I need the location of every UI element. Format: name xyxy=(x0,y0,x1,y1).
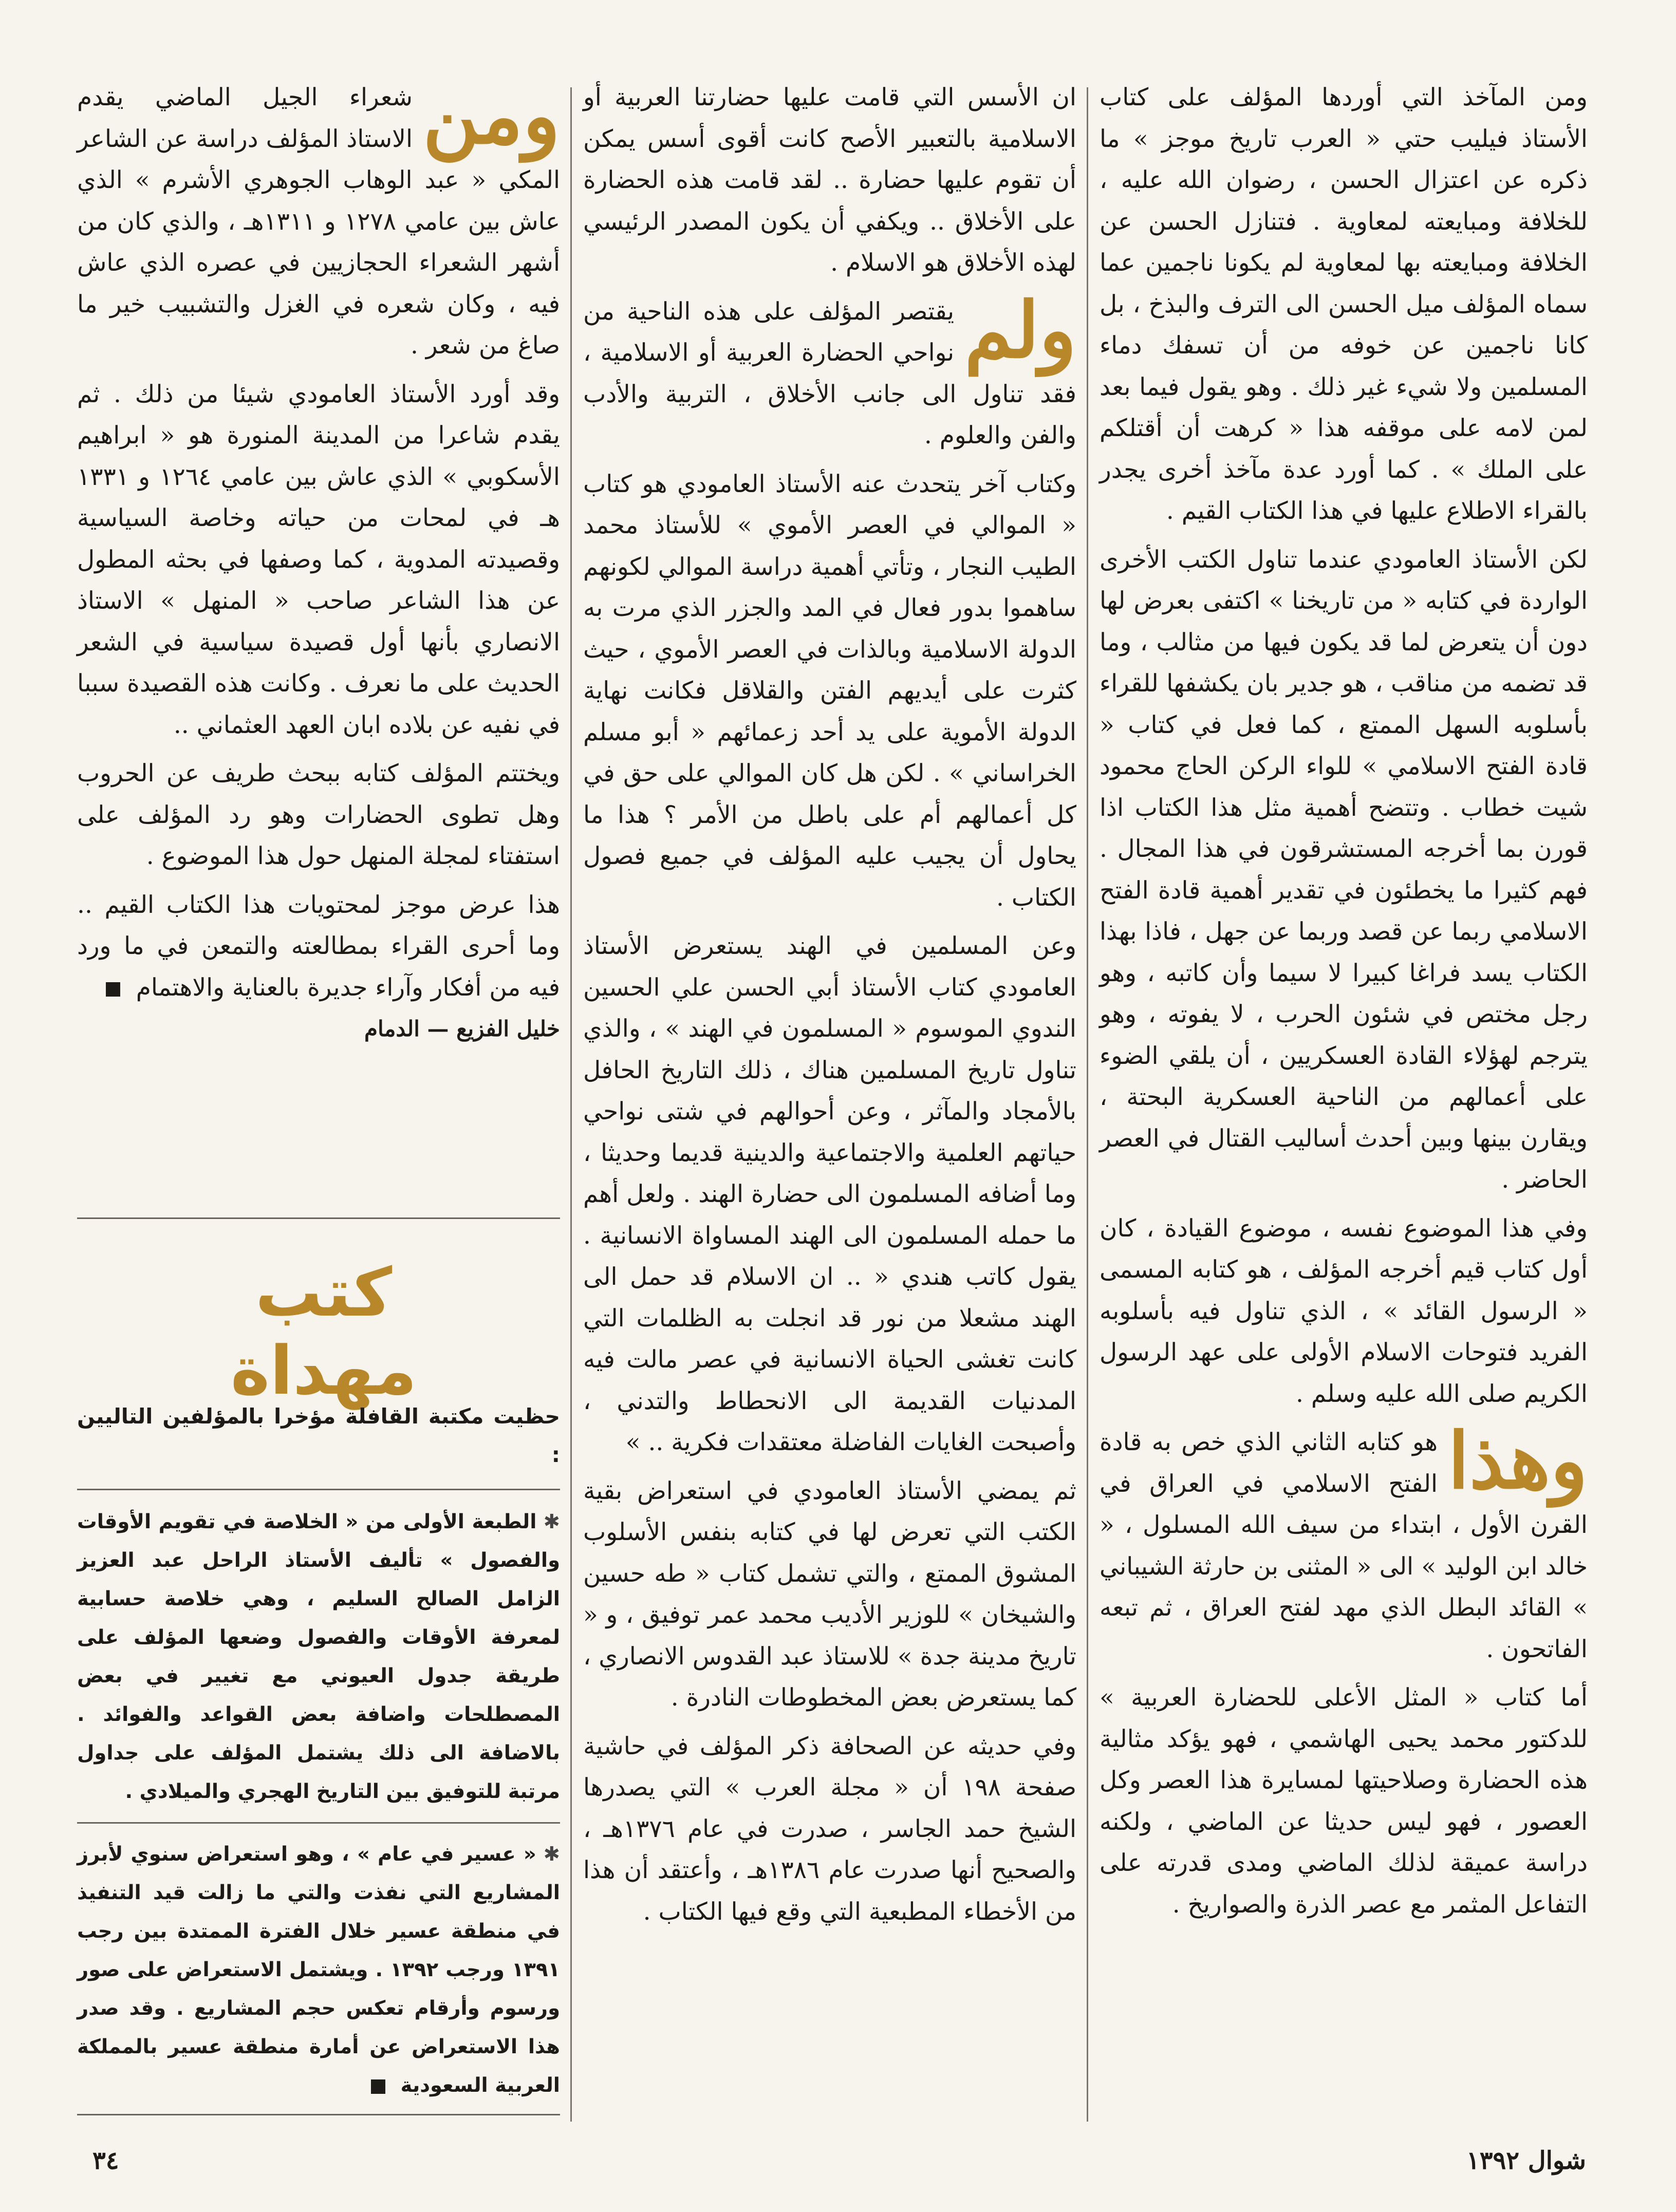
paragraph: وكتاب آخر يتحدث عنه الأستاذ العامودي هو كتاب « الموالي في العصر الأموي » للأستاذ محمد الطيب النجار ، وتأتي أهمية دراسة الموالي لكونهم ساهموا بدور فعال في المد والجزر الذي مرت به الدولة الاسلامية وبالذات في العصر الأموي ، حيث كثرت على أيديهم الفتن والقلاقل فكانت نهاية الدولة الأموية على يد أحد زعمائهم « أبو مسلم الخراساني » . لكن هل كان الموالي على حق في كل أعمالهم أم على باطل من الأمر ؟ هذا ما يحاول أن يجيب عليه المؤلف في جميع فصول الكتاب . xyxy=(583,470,1076,912)
paragraph-text: يقتصر المؤلف على هذه الناحية من نواحي الحضارة العربية أو الاسلامية ، فقد تناول الى جانب الأخلاق ، التربية والأدب والفن والعلوم . xyxy=(583,297,1076,449)
section-divider xyxy=(77,1217,560,1219)
paragraph xyxy=(77,71,561,367)
paragraph-text: شعراء الجيل الماضي يقدم الاستاذ المؤلف دراسة عن الشاعر المكي « عبد الوهاب الجوهري الأشرم » الذي عاش بين عامي ١٢٧٨ و ١٣١١هـ ، والذي كان من أشهر الشعراء الحجازيين في عصره الذي عاش فيه ، وكان شعره في الغزل والتشبيب خير ما صاغ من شعر . xyxy=(77,83,561,360)
left-column xyxy=(77,71,561,1050)
paragraph: ومن المآخذ التي أوردها المؤلف على كتاب الأستاذ فيليب حتي « العرب تاريخ موجز » ما ذكره عن اعتزال الحسن ، رضوان الله عليه ، للخلافة ومبايعته لمعاوية . فتنازل الحسن عن الخلافة ومبايعته بها لمعاوية لم يكونا ناجمين عما سماه المؤلف ميل الحسن الى الترف والبذخ ، بل كانا ناجمين عن خوفه من أن تسفك دماء المسلمين ولا شيء غير ذلك . وهو يقول فيما بعد لمن لامه على موقفه هذا « كرهت أن أقتلكم على الملك » . كما أورد عدة مآخذ أخرى يجدر بالقراء الاطلاع عليها في هذا الكتاب القيم . xyxy=(1100,83,1588,525)
issue-date: شوال ١٣٩٢ xyxy=(1466,2146,1586,2175)
end-mark-icon xyxy=(106,982,120,997)
paragraph: ثم يمضي الأستاذ العامودي في استعراض بقية الكتب التي تعرض لها في كتابه بنفس الأسلوب المشوق الممتع ، والتي تشمل كتاب « طه حسين والشيخان » للوزير الأديب محمد عمر توفيق ، و « تاريخ مدينة جدة » للاستاذ عبد القدوس الانصاري ، كما يستعرض بعض المخطوطات النادرة . xyxy=(583,1476,1076,1712)
column-divider xyxy=(1087,87,1088,2122)
asterisk-icon: ✱ xyxy=(536,1843,561,1866)
paragraph: وعن المسلمين في الهند يستعرض الأستاذ العامودي كتاب الأستاذ أبي الحسن علي الحسين الندوي الموسوم « المسلمون في الهند » ، والذي تناول تاريخ المسلمين هناك ، ذلك التاريخ الحافل بالأمجاد والمآثر ، وعن أحوالهم في شتى نواحي حياتهم العلمية والاجتماعية والدينية قديما وحديثا ، وما أضافه المسلمون الى حضارة الهند . ولعل أهم ما حمله المسلمون الى الهند المساواة الانسانية . يقول كاتب هندي « .. ان الاسلام قد حمل الى الهند مشعلا من نور قد انجلت به الظلمات التي كانت تغشى الحياة الانسانية في عصر مالت فيه المدنيات القديمة الى الانحطاط والتدني ، وأصبحت الغايات الفاضلة معتقدات فكرية .. » xyxy=(583,932,1076,1456)
paragraph xyxy=(77,885,560,1009)
paragraph xyxy=(1100,1416,1588,1670)
paragraph: لكن الأستاذ العامودي عندما تناول الكتب الأخرى الواردة في كتابه « من تاريخنا » اكتفى بعرض لها دون أن يتعرض لما قد يكون فيها من مثالب ، وما قد تضمه من مناقب ، هو جدير بان يكشفها للقراء بأسلوبه السهل الممتع ، كما فعل في كتاب « قادة الفتح الاسلامي » للواء الركن الحاج محمود شيت خطاب . وتتضح أهمية مثل هذا الكتاب اذا قورن بما أخرجه المستشرقون في هذا المجال . فهم كثيرا ما يخطئون في تقدير أهمية قادة الفتح الاسلامي ربما عن قصد وربما عن جهل ، فاذا بهذا الكتاب يسد فراغا كبيرا لا سيما وأن كاتبه ، وهو رجل مختص في شئون الحرب ، لا يفوته ، وهو يترجم لهؤلاء القادة العسكريين ، أن يلقي الضوء على أعمالهم من الناحية العسكرية البحتة ، ويقارن بينها وبين أحدث أساليب القتال في العصر الحاضر . xyxy=(1100,545,1588,1194)
dropcap-word: ولم xyxy=(964,285,1076,376)
page-number: ٣٤ xyxy=(92,2146,119,2175)
books-section-title: كتب مهداة xyxy=(230,1253,417,1410)
paragraph: ان الأسس التي قامت عليها حضارتنا العربية أو الاسلامية بالتعبير الأصح كانت أقوى أسس يمكن أن تقوم عليها حضارة .. لقد قامت هذه الحضارة على الأخلاق .. ويكفي أن يكون المصدر الرئيسي لهذه الأخلاق هو الاسلام . xyxy=(583,83,1076,277)
book-item xyxy=(77,1503,560,1811)
books-section xyxy=(77,1397,560,2105)
books-divider xyxy=(77,1822,560,1824)
end-mark-icon xyxy=(371,2079,385,2094)
paragraph: وقد أورد الأستاذ العامودي شيئا من ذلك . ثم يقدم شاعرا من المدينة المنورة هو « ابراهيم الأسكوبي » الذي عاش بين عامي ١٢٦٤ و ١٣٣١ هـ في لمحات من حياته وخاصة السياسية وقصيدته المدوية ، كما وصفها في بحثه المطول عن هذا الشاعر صاحب « المنهل » الاستاذ الانصاري بأنها أول قصيدة سياسية في الشعر الحديث على ما نعرف . وكانت هذه القصيدة سببا في نفيه عن بلاده ابان العهد العثماني .. xyxy=(77,380,560,739)
dropcap-word: ومن xyxy=(423,71,560,161)
books-divider xyxy=(77,1489,560,1490)
paragraph xyxy=(583,285,1076,457)
paragraph-text: هو كتابه الثاني الذي خص به قادة الفتح الاسلامي في العراق في القرن الأول ، ابتداء من سيف الله المسلول ، « خالد ابن الوليد » الى « المثنى بن حارثة الشيباني » القائد البطل الذي مهد لفتح العراق ، ثم تبعه الفاتحون . xyxy=(1100,1428,1588,1663)
column-divider xyxy=(570,87,572,2122)
book-item xyxy=(77,1835,560,2105)
author-signature: خليل الفزيع — الدمام xyxy=(364,1016,560,1041)
paragraph: وفي حديثه عن الصحافة ذكر المؤلف في حاشية صفحة ١٩٨ أن « مجلة العرب » التي يصدرها الشيخ حمد الجاسر ، صدرت في عام ١٣٧٦هـ ، والصحيح أنها صدرت عام ١٣٨٦هـ ، وأعتقد أن هذا من الأخطاء المطبعية التي وقع فيها الكتاب . xyxy=(583,1732,1077,1926)
section-divider xyxy=(77,2114,560,2115)
middle-column xyxy=(583,77,1076,1933)
dropcap-word: وهذا xyxy=(1448,1416,1588,1506)
paragraph: أما كتاب « المثل الأعلى للحضارة العربية » للدكتور محمد يحيى الهاشمي ، فهو يؤكد مثالية هذه الحضارة وصلاحيتها لمسايرة هذا العصر وكل العصور ، فهو ليس حديثا عن الماضي ، ولكنه دراسة عميقة لذلك الماضي ومدى قدرته على التفاعل المثمر مع عصر الذرة والصواريخ . xyxy=(1100,1683,1588,1919)
paragraph-text: هذا عرض موجز لمحتويات هذا الكتاب القيم .. وما أحرى القراء بمطالعته والتمعن في ما ورد فيه من أفكار وآراء جديرة بالعناية والاهتمام xyxy=(77,890,560,1002)
books-intro: حظيت مكتبة القافلة مؤخرا بالمؤلفين التاليين : xyxy=(77,1404,560,1467)
right-column xyxy=(1100,77,1588,1925)
paragraph: ويختتم المؤلف كتابه ببحث طريف عن الحروب وهل تطوى الحضارات وهو رد المؤلف على استفتاء لمجلة المنهل حول هذا الموضوع . xyxy=(77,759,560,870)
paragraph: وفي هذا الموضوع نفسه ، موضوع القيادة ، كان أول كتاب قيم أخرجه المؤلف ، هو كتابه المسمى « الرسول القائد » ، الذي تناول فيه بأسلوبه الفريد فتوحات الاسلام الأولى على عهد الرسول الكريم صلى الله عليه وسلم . xyxy=(1100,1214,1588,1408)
book-item-text: « عسير في عام » ، وهو استعراض سنوي لأبرز المشاريع التي نفذت والتي ما زالت قيد التنفيذ في منطقة عسير خلال الفترة الممتدة بين رجب ١٣٩١ ورجب ١٣٩٢ . ويشتمل الاستعراض على صور ورسوم وأرقام تعكس حجم المشاريع . وقد صدر هذا الاستعراض عن أمارة منطقة عسير بالمملكة العربية السعودية xyxy=(77,1843,560,2097)
book-item-text: الطبعة الأولى من « الخلاصة في تقويم الأوقات والفصول » تأليف الأستاذ الراحل عبد العزيز الزامل الصالح السليم ، وهي خلاصة حسابية لمعرفة الأوقات والفصول وضعها المؤلف على طريقة جدول العيوني مع تغيير في بعض المصطلحات واضافة بعض القواعد والفوائد . بالاضافة الى ذلك يشتمل المؤلف على جداول مرتبة للتوفيق بين التاريخ الهجري والميلادي . xyxy=(77,1510,560,1803)
asterisk-icon: ✱ xyxy=(536,1510,561,1533)
